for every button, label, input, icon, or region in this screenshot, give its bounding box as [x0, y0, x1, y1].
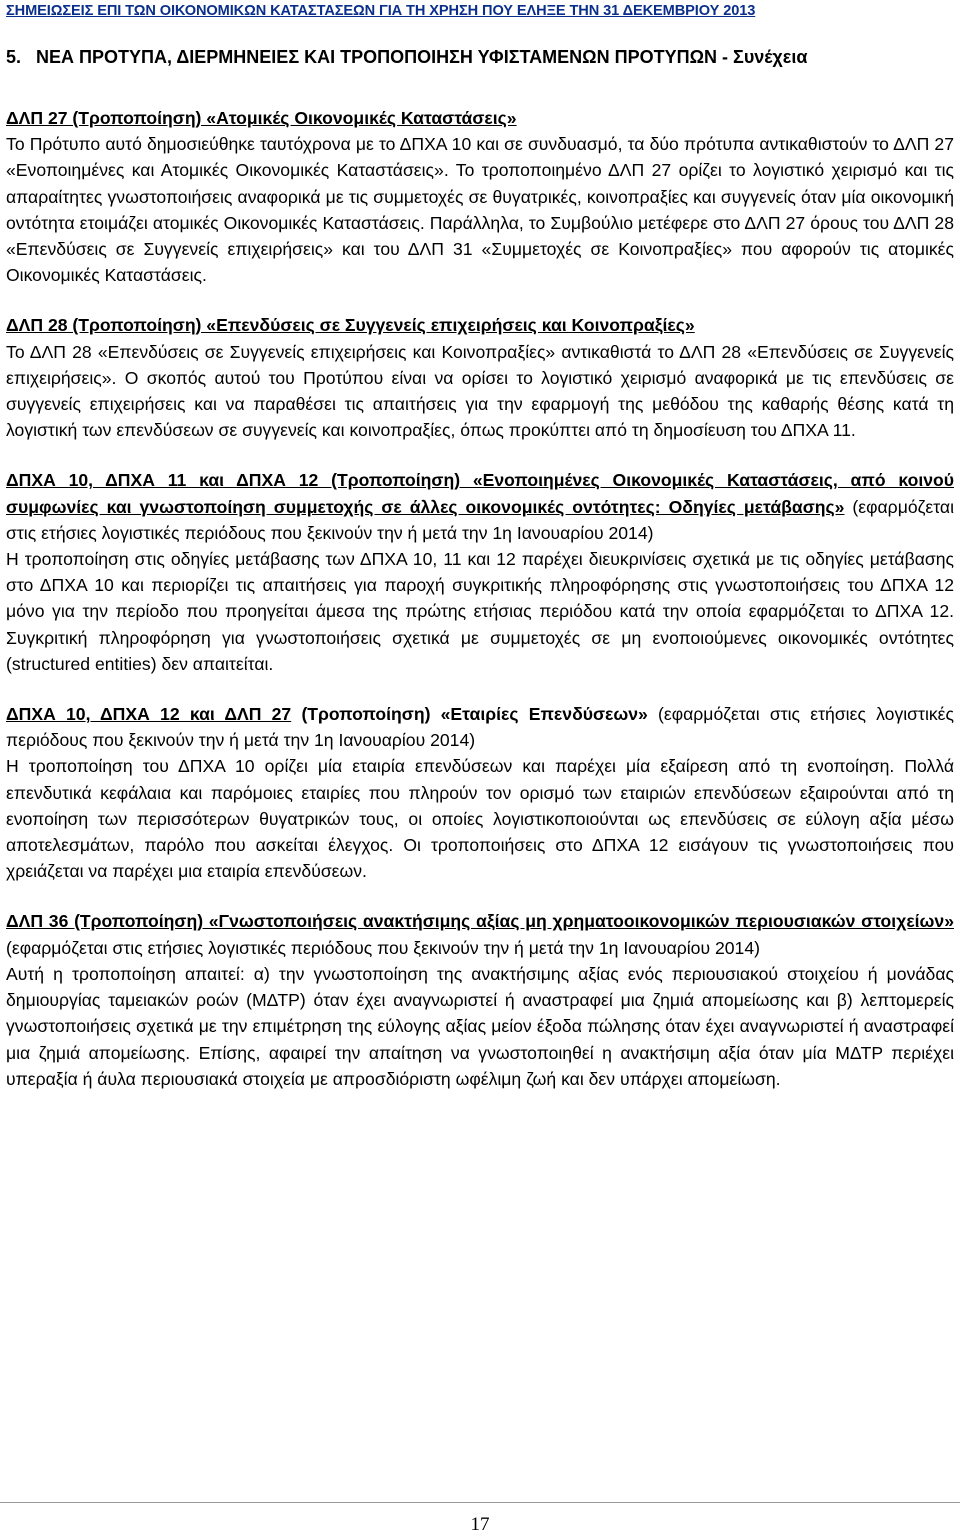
footer-rule	[0, 1502, 960, 1503]
standard-block	[6, 701, 954, 884]
standard-title	[6, 467, 954, 546]
standard-block	[6, 312, 954, 443]
standard-title-underlined: ΔΛΠ 28 (Τροποποίηση) «Επενδύσεις σε Συγγενείς επιχειρήσεις και Κοινοπραξίες»	[6, 315, 695, 336]
standard-title-applicability: (εφαρμόζεται στις ετήσιες λογιστικές περιόδους που ξεκινούν την ή μετά την 1η Ιανουαρίου 2014)	[6, 937, 760, 958]
standard-title-applicability: (εφαρμόζεται στις ετήσιες λογιστικές περιόδους που ξεκινούν την ή μετά την 1η Ιανουαρίου 2014)	[6, 704, 954, 751]
standard-description: Το Πρότυπο αυτό δημοσιεύθηκε ταυτόχρονα με το ΔΠΧΑ 10 και σε συνδυασμό, τα δύο πρότυπα αντικαθιστούν το ΔΛΠ 27 «Ενοποιημένες και Ατομικές Οικονομικές Καταστάσεις». Το τροποποιημένο ΔΛΠ 27 ορίζει το λογιστικό χειρισμό και τις απαραίτητες γνωστοποιήσεις αναφορικά με τις συμμετοχές σε θυγατρικές, κοινοπραξίες και συγγενείς όταν μία οικονομική οντότητα ετοιμάζει ατομικές Οικονομικές Καταστάσεις. Παράλληλα, το Συμβούλιο μετέφερε στο ΔΛΠ 27 όρους του ΔΛΠ 28 «Επενδύσεις σε Συγγενείς επιχειρήσεις» και του ΔΛΠ 31 «Συμμετοχές σε Κοινοπραξίες» που αφορούν τις ατομικές Οικονομικές Καταστάσεις.	[6, 134, 954, 286]
standard-title-underlined: ΔΛΠ 36 (Τροποποίηση) «Γνωστοποιήσεις ανακτήσιμης αξίας μη χρηματοοικονομικών περιουσιακών στοιχείων»	[6, 911, 954, 932]
standard-block	[6, 908, 954, 1091]
standard-description: Η τροποποίηση του ΔΠΧΑ 10 ορίζει μία εταιρία επενδύσεων και παρέχει μία εξαίρεση από τη ενοποίηση. Πολλά επενδυτικά κεφάλαια και παρόμοιες εταιρίες που πληρούν τον ορισμό των εταιριών επενδύσεων εξαιρούνται από τη ενοποίηση των περισσότερων θυγατρικών τους, οι οποίες λογιστικοποιούνται ως επενδύσεις σε εύλογη αξία μέσω αποτελεσμάτων, παρόλο που ασκείται έλεγχος. Οι τροποποιήσεις στο ΔΠΧΑ 12 εισάγουν τις γνωστοποιήσεις που χρειάζεται να παρέχει μια εταιρία επενδύσεων.	[6, 756, 954, 882]
standard-block	[6, 105, 954, 288]
standard-title-rest: (Τροποποίηση) «Εταιρίες Επενδύσεων»	[291, 704, 648, 725]
standard-title-underlined: ΔΠΧΑ 10, ΔΠΧΑ 12 και ΔΛΠ 27	[6, 704, 292, 725]
standard-title-applicability: (εφαρμόζεται στις ετήσιες λογιστικές περιόδους που ξεκινούν την ή μετά την 1η Ιανουαρίου 2014)	[6, 496, 954, 543]
standard-description: Αυτή η τροποποίηση απαιτεί: α) την γνωστοποίηση της ανακτήσιμης αξίας ενός περιουσιακού στοιχείου ή μονάδας δημιουργίας ταμειακών ροών (ΜΔΤΡ) όταν έχει αναγνωριστεί ή αναστραφεί μια ζημιά απομείωσης και β) λεπτομερείς γνωστοποιήσεις σχετικά με την επιμέτρηση της εύλογης αξίας μείον έξοδα πώλησης όταν έχει αναγνωριστεί ή αναστραφεί μια ζημιά απομείωσης. Επίσης, αφαιρεί την απαίτηση να γνωστοποιηθεί η ανακτήσιμη αξία όταν μία ΜΔΤΡ περιέχει υπεραξία ή άυλα περιουσιακά στοιχεία με απροσδιόριστη ωφέλιμη ζωή και δεν υπάρχει απομείωση.	[6, 963, 954, 1089]
section-heading: 5. ΝΕΑ ΠΡΟΤΥΠΑ, ΔΙΕΡΜΗΝΕΙΕΣ ΚΑΙ ΤΡΟΠΟΠΟΙΗΣΗ ΥΦΙΣΤΑΜΕΝΩΝ ΠΡΟΤΥΠΩΝ - Συνέχεια	[6, 47, 808, 67]
standard-description: Η τροποποίηση στις οδηγίες μετάβασης των ΔΠΧΑ 10, 11 και 12 παρέχει διευκρινίσεις σχετικά με τις οδηγίες μετάβασης στο ΔΠΧΑ 10 και περιορίζει τις απαιτήσεις για παροχή συγκριτικής πληροφόρησης στις γνωστοποιήσεις του ΔΠΧΑ 12 μόνο για την περίοδο που προηγείται άμεσα της πρώτης ετήσιας περιόδου κατά την οποία εφαρμόζεται το ΔΠΧΑ 12. Συγκριτική πληροφόρηση για γνωστοποιήσεις σχετικά με συμμετοχές σε μη ενοποιούμενες οικονομικές οντότητες (structured entities) δεν απαιτείται.	[6, 549, 954, 674]
standard-description: Το ΔΛΠ 28 «Επενδύσεις σε Συγγενείς επιχειρήσεις και Κοινοπραξίες» αντικαθιστά το ΔΛΠ 28 «Επενδύσεις σε Συγγενείς επιχειρήσεις». Ο σκοπός αυτού του Προτύπου είναι να ορίσει το λογιστικό χειρισμό αναφορικά με τις επενδύσεις σε συγγενείς επιχειρήσεις και να παραθέσει τις απαιτήσεις για την εφαρμογή της μεθόδου της καθαρής θέσης κατά τη λογιστική των επενδύσεων σε συγγενείς και κοινοπραξίες, όπως προκύπτει από τη δημοσίευση του ΔΠΧΑ 11.	[6, 341, 954, 441]
standard-title-underlined: ΔΛΠ 27 (Τροποποίηση) «Ατομικές Οικονομικές Καταστάσεις»	[6, 108, 517, 128]
standard-title	[6, 312, 954, 338]
standard-title	[6, 908, 954, 960]
running-header: ΣΗΜΕΙΩΣΕΙΣ ΕΠΙ ΤΩΝ ΟΙΚΟΝΟΜΙΚΩΝ ΚΑΤΑΣΤΑΣΕΩΝ ΓΙΑ ΤΗ ΧΡΗΣΗ ΠΟΥ ΕΛΗΞΕ ΤΗΝ 31 ΔΕΚΕΜΒΡΙΟΥ 2013	[6, 3, 756, 19]
page-number: 17	[470, 1514, 490, 1535]
standard-block	[6, 467, 954, 677]
standard-title-underlined: ΔΠΧΑ 10, ΔΠΧΑ 11 και ΔΠΧΑ 12 (Τροποποίηση) «Ενοποιημένες Οικονομικές Καταστάσεις, από κοινού συμφωνίες και γνωστοποίηση συμμετοχής σε άλλες οικονομικές οντότητες: Οδηγίες μετάβασης»	[6, 470, 954, 517]
standard-title	[6, 701, 954, 753]
document-body	[6, 44, 954, 1116]
standard-title	[6, 105, 954, 131]
